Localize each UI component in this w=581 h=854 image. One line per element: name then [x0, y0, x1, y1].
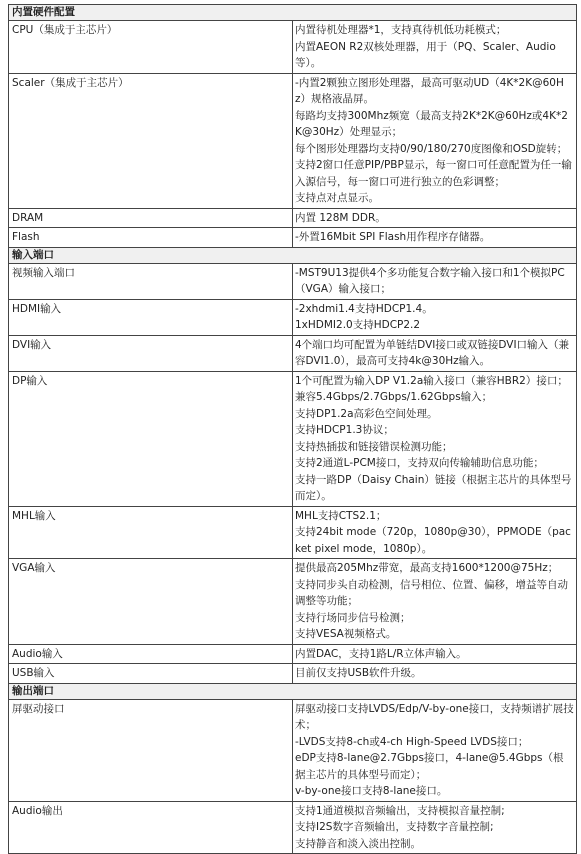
- spec-line: 1个可配置为输入DP V1.2a输入接口（兼容HBR2）接口；: [295, 374, 568, 387]
- spec-line: 兼容5.4Gbps/2.7Gbps/1.62Gbps输入；: [295, 391, 493, 403]
- spec-value: [293, 801, 577, 854]
- spec-row: [9, 263, 577, 299]
- spec-line: eDP支持8-lane@2.7Gbps接口，4-lane@5.4Gbps（根据主芯片的具体型号而定）；: [295, 752, 564, 781]
- spec-line: -MST9U13提供4个多功能复合数字输入接口和1个模拟PC（VGA）输入接口；: [295, 266, 565, 295]
- spec-key: 屏驱动接口: [9, 699, 293, 801]
- spec-key: CPU（集成于主芯片）: [9, 21, 293, 74]
- spec-line: 支持I2S数字音频输出，支持数字音量控制;: [295, 821, 494, 833]
- spec-line: v-by-one接口支持8-lane接口。: [295, 785, 448, 797]
- spec-line: 支持点对点显示。: [295, 192, 379, 204]
- spec-value: [293, 73, 577, 208]
- spec-key: VGA输入: [9, 559, 293, 645]
- spec-table: [8, 4, 577, 854]
- spec-line: 支持一路DP（Daisy Chain）链接（根据主芯片的具体型号而定）。: [295, 473, 572, 502]
- spec-line: 支持热插拔和链接错误检测功能；: [295, 440, 453, 453]
- spec-row: [9, 644, 577, 664]
- spec-value: [293, 644, 577, 664]
- spec-line: 1xHDMI2.0支持HDCP2.2: [295, 319, 421, 331]
- spec-row: [9, 371, 577, 506]
- spec-value: [293, 371, 577, 506]
- spec-line: 支持2通道L-PCM接口，支持双向传输辅助信息功能；: [295, 457, 544, 469]
- spec-line: 支持2窗口任意PIP/PBP显示，每一窗口可任意配置为任一输入源信号，每一窗口可进行独立的色彩调整；: [295, 159, 572, 188]
- spec-key: Audio输入: [9, 644, 293, 664]
- spec-value: [293, 335, 577, 371]
- spec-key: MHL输入: [9, 506, 293, 559]
- spec-line: 支持VESA视频格式。: [295, 628, 397, 640]
- section-header: [9, 683, 577, 699]
- spec-value: [293, 228, 577, 248]
- spec-key: DP输入: [9, 371, 293, 506]
- spec-row: [9, 299, 577, 335]
- spec-line: -LVDS支持8-ch或4-ch High-Speed LVDS接口；: [295, 735, 529, 748]
- spec-line: 支持24bit mode（720p，1080p@30），PPMODE（packet pixel mode，1080p）。: [295, 526, 571, 555]
- spec-value: [293, 699, 577, 801]
- spec-row: [9, 335, 577, 371]
- section-title: 输入端口: [9, 247, 577, 263]
- spec-line: 屏驱动接口支持LVDS/Edp/V-by-one接口，支持频谱扩展技术；: [295, 702, 574, 731]
- section-title: 输出端口: [9, 683, 577, 699]
- spec-row: [9, 73, 577, 208]
- spec-line: 支持行场同步信号检测；: [295, 611, 411, 624]
- spec-line: 提供最高205Mhz带宽，最高支持1600*1200@75Hz；: [295, 562, 559, 574]
- spec-row: [9, 664, 577, 684]
- spec-line: 支持静音和淡入淡出控制。: [295, 837, 421, 850]
- spec-line: MHL支持CTS2.1；: [295, 509, 387, 522]
- spec-value: [293, 506, 577, 559]
- spec-value: [293, 559, 577, 645]
- spec-key: DRAM: [9, 208, 293, 228]
- spec-line: 内置待机处理器*1，支持真待机低功耗模式；: [295, 24, 507, 36]
- spec-line: 每个图形处理器均支持0/90/180/270度图像和OSD旋转；: [295, 142, 568, 155]
- spec-line: 每路均支持300Mhz频宽（最高支持2K*2K@60Hz或4K*2K@30Hz）处理显示；: [295, 109, 568, 138]
- spec-row: [9, 228, 577, 248]
- spec-key: 视频输入端口: [9, 263, 293, 299]
- section-title: 内置硬件配置: [9, 5, 577, 21]
- spec-line: -2xhdmi1.4支持HDCP1.4。: [295, 302, 433, 315]
- spec-row: [9, 506, 577, 559]
- section-header: [9, 247, 577, 263]
- spec-line: 内置AEON R2双核处理器，用于（PQ、Scaler、Audio等）。: [295, 40, 556, 69]
- spec-value: [293, 263, 577, 299]
- section-header: [9, 5, 577, 21]
- spec-key: Scaler（集成于主芯片）: [9, 73, 293, 208]
- spec-line: 支持1通道模拟音频输出，支持模拟音量控制;: [295, 804, 505, 817]
- spec-key: Flash: [9, 228, 293, 248]
- spec-line: 支持同步头自动检测，信号相位、位置、偏移，增益等自动调整等功能；: [295, 578, 568, 607]
- spec-key: HDMI输入: [9, 299, 293, 335]
- spec-value: [293, 208, 577, 228]
- spec-line: 内置DAC，支持1路L/R立体声输入。: [295, 647, 467, 660]
- spec-row: [9, 21, 577, 74]
- spec-line: 目前仅支持USB软件升级。: [295, 667, 422, 679]
- spec-value: [293, 299, 577, 335]
- spec-line: -外置16Mbit SPI Flash用作程序存储器。: [295, 231, 491, 243]
- spec-value: [293, 664, 577, 684]
- spec-row: [9, 208, 577, 228]
- spec-row: [9, 559, 577, 645]
- spec-key: Audio输出: [9, 801, 293, 854]
- spec-row: [9, 801, 577, 854]
- spec-key: DVI输入: [9, 335, 293, 371]
- spec-line: 支持DP1.2a高彩色空间处理。: [295, 407, 438, 420]
- spec-line: 4个端口均可配置为单链结DVI接口或双链接DVI口输入（兼容DVI1.0），最高可支持4k@30Hz输入。: [295, 338, 570, 367]
- spec-sheet: [8, 4, 577, 854]
- spec-line: -内置2颗独立图形处理器，最高可驱动UD（4K*2K@60Hz）规格液晶屏。: [295, 76, 564, 105]
- spec-line: 内置 128M DDR。: [295, 211, 386, 224]
- spec-value: [293, 21, 577, 74]
- spec-row: [9, 699, 577, 801]
- spec-line: 支持HDCP1.3协议；: [295, 424, 394, 436]
- spec-key: USB输入: [9, 664, 293, 684]
